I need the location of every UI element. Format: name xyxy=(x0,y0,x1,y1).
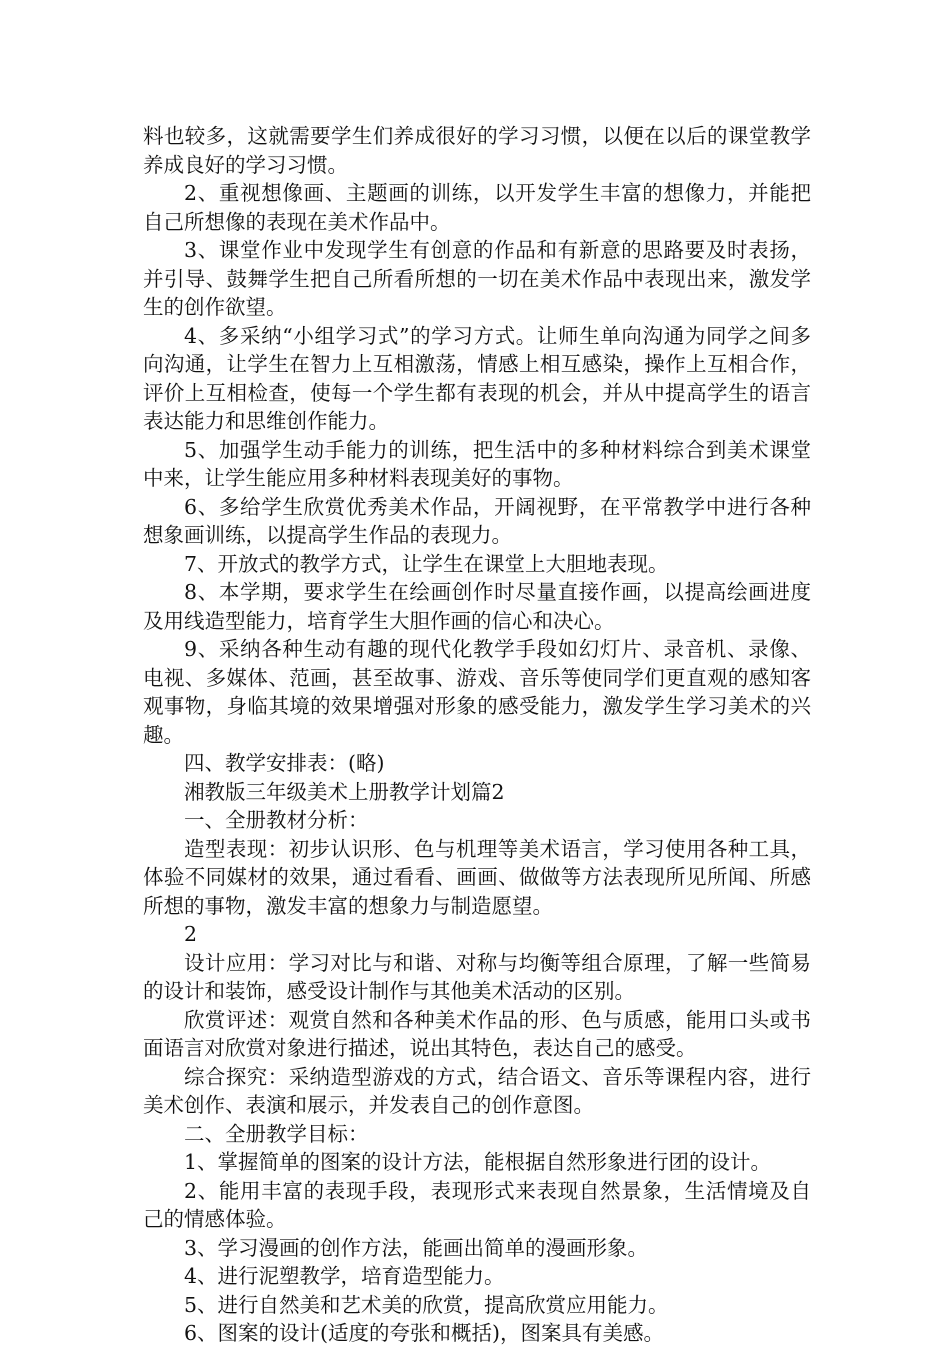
goal-item-3: 3、学习漫画的创作方法，能画出简单的漫画形象。 xyxy=(184,1235,649,1260)
goal-item-4: 4、进行泥塑教学，培育造型能力。 xyxy=(184,1264,505,1288)
goal-item-6: 6、图案的设计(适度的夸张和概括)，图案具有美感。 xyxy=(184,1321,665,1345)
paragraph-item-8: 8、本学期，要求学生在绘画创作时尽量直接作画，以提高绘画进度及用线造型能力，培育学生大胆作画的信心和决心。 xyxy=(143,580,811,633)
page-number: 2 xyxy=(184,922,198,946)
goal-item-1: 1、掌握简单的图案的设计方法，能根据自然形象进行团的设计。 xyxy=(184,1150,772,1174)
paragraph-exploration: 综合探究：采纳造型游戏的方式，结合语文、音乐等课程内容，进行美术创作、表演和展示，并发表自己的创作意图。 xyxy=(143,1064,811,1117)
document-body xyxy=(143,122,811,1348)
goal-item-2: 2、能用丰富的表现手段，表现形式来表现自然景象，生活情境及自己的情感体验。 xyxy=(143,1178,811,1231)
section-heading-goals: 二、全册教学目标： xyxy=(184,1121,369,1146)
paragraph-item-7: 7、开放式的教学方式，让学生在课堂上大胆地表现。 xyxy=(184,551,669,576)
paragraph-continuation: 料也较多，这就需要学生们养成很好的学习习惯，以便在以后的课堂教学养成良好的学习习惯。 xyxy=(143,124,811,177)
goal-item-5: 5、进行自然美和艺术美的欣赏，提高欣赏应用能力。 xyxy=(184,1292,669,1317)
paragraph-item-6: 6、多给学生欣赏优秀美术作品，开阔视野，在平常教学中进行各种想象画训练，以提高学生作品的表现力。 xyxy=(143,494,811,547)
paragraph-design: 设计应用：学习对比与和谐、对称与均衡等组合原理，了解一些简易的设计和装饰，感受设计制作与其他美术活动的区别。 xyxy=(143,950,811,1003)
paragraph-item-2: 2、重视想像画、主题画的训练，以开发学生丰富的想像力，并能把自己所想像的表现在美术作品中。 xyxy=(143,181,811,234)
section-heading-schedule: 四、教学安排表：(略) xyxy=(184,751,385,775)
section-heading-analysis: 一、全册教材分析： xyxy=(184,808,369,832)
paragraph-item-5: 5、加强学生动手能力的训练，把生活中的多种材料综合到美术课堂中来，让学生能应用多种材料表现美好的事物。 xyxy=(143,437,811,490)
paragraph-modeling: 造型表现：初步认识形、色与机理等美术语言，学习使用各种工具，体验不同媒材的效果，通过看看、画画、做做等方法表现所见所闻、所感所想的事物，激发丰富的想象力与制造愿望。 xyxy=(143,836,811,918)
paragraph-item-9: 9、采纳各种生动有趣的现代化教学手段如幻灯片、录音机、录像、电视、多媒体、范画，甚至故事、游戏、音乐等使同学们更直观的感知客观事物，身临其境的效果增强对形象的感受能力，激发学生学习美术的兴趣。 xyxy=(143,637,811,747)
paragraph-appreciation: 欣赏评述：观赏自然和各种美术作品的形、色与质感，能用口头或书面语言对欣赏对象进行描述，说出其特色，表达自己的感受。 xyxy=(143,1007,811,1060)
paragraph-item-3: 3、课堂作业中发现学生有创意的作品和有新意的思路要及时表扬，并引导、鼓舞学生把自己所看所想的一切在美术作品中表现出来，激发学生的创作欲望。 xyxy=(143,238,811,319)
document-title: 湘教版三年级美术上册教学计划篇2 xyxy=(184,779,505,804)
paragraph-item-4: 4、多采纳“小组学习式”的学习方式。让师生单向沟通为同学之间多向沟通，让学生在智力上互相激荡，情感上相互感染，操作上互相合作，评价上互相检查，使每一个学生都有表现的机会，并从中提高学生的语言表达能力和思维创作能力。 xyxy=(143,323,811,433)
